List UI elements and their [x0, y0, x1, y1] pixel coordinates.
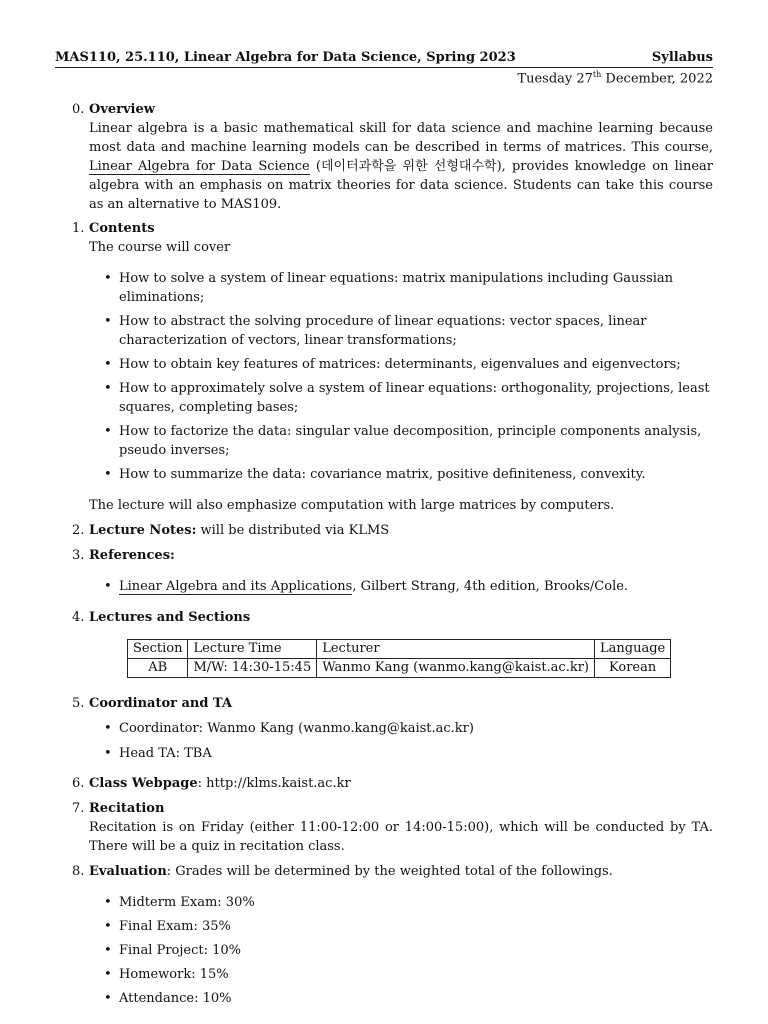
section-title: Lectures and Sections	[89, 610, 251, 625]
section-number: 1.	[72, 221, 85, 236]
list-item-text: Head TA: TBA	[119, 746, 212, 761]
bullet: •	[104, 467, 112, 482]
table-cell: AB	[128, 659, 188, 678]
table-header-row	[128, 640, 671, 659]
page-header	[55, 50, 713, 86]
date-prefix: Tuesday 27	[517, 71, 593, 87]
webpage-url: : http://klms.kaist.ac.kr	[197, 776, 351, 791]
bullet: •	[104, 381, 112, 396]
section-evaluation	[72, 862, 713, 1008]
section-number: 8.	[72, 864, 85, 879]
list-item-text: Attendance: 10%	[119, 991, 232, 1006]
document-date	[55, 70, 713, 86]
section-number: 3.	[72, 548, 85, 563]
bullet: •	[104, 967, 112, 982]
bullet: •	[104, 271, 112, 286]
section-lectures	[72, 608, 713, 678]
lecture-notes-line	[89, 521, 713, 540]
webpage-line	[89, 774, 713, 793]
course-link[interactable]: Linear Algebra for Data Science	[89, 159, 310, 174]
section-number: 0.	[72, 102, 85, 117]
section-lecture-notes	[72, 521, 713, 540]
section-title: Recitation	[89, 801, 165, 816]
section-references	[72, 546, 713, 596]
list-item	[89, 355, 713, 374]
header-row	[55, 50, 713, 68]
section-title: References:	[89, 548, 175, 563]
section-number: 4.	[72, 610, 85, 625]
section-number: 2.	[72, 523, 85, 538]
list-item-text: Final Exam: 35%	[119, 919, 231, 934]
reference-text: , Gilbert Strang, 4th edition, Brooks/Cole.	[352, 579, 629, 594]
table-row	[128, 659, 671, 678]
table-header-cell: Lecture Time	[188, 640, 317, 659]
list-item	[89, 379, 713, 417]
list-item	[89, 719, 713, 738]
list-item	[89, 577, 713, 596]
section-coordinator	[72, 694, 713, 763]
section-title: Evaluation	[89, 864, 167, 879]
bullet: •	[104, 357, 112, 372]
section-number: 7.	[72, 801, 85, 816]
list-item-text: How to abstract the solving procedure of linear equations: vector spaces, linear characterization of vectors, linear transformations;	[119, 314, 647, 348]
table-header-cell: Section	[128, 640, 188, 659]
bullet: •	[104, 424, 112, 439]
coordinator-list	[89, 719, 713, 763]
section-title: Coordinator and TA	[89, 696, 233, 711]
bullet: •	[104, 895, 112, 910]
list-item	[89, 965, 713, 984]
overview-text-a: Linear algebra is a basic mathematical skill for data science and machine learning because most data and machine learning models can be described in terms of matrices. This course,	[89, 121, 713, 155]
table-cell: Korean	[595, 659, 671, 678]
list-item	[89, 422, 713, 460]
bullet: •	[104, 919, 112, 934]
list-item-text: Midterm Exam: 30%	[119, 895, 255, 910]
list-item-text: How to obtain key features of matrices: determinants, eigenvalues and eigenvectors;	[119, 357, 681, 372]
doc-type: Syllabus	[651, 50, 713, 65]
section-title: Lecture Notes:	[89, 523, 197, 538]
list-item-text: Final Project: 10%	[119, 943, 242, 958]
date-suffix: December, 2022	[601, 71, 713, 87]
section-number: 6.	[72, 776, 85, 791]
bullet: •	[104, 943, 112, 958]
bullet: •	[104, 579, 112, 594]
list-item	[89, 917, 713, 936]
bullet: •	[104, 991, 112, 1006]
list-item	[89, 989, 713, 1008]
recitation-text: Recitation is on Friday (either 11:00-12:00 or 14:00-15:00), which will be conducted by TA. There will be a quiz in recitation class.	[89, 820, 713, 854]
list-item-text: How to approximately solve a system of linear equations: orthogonality, projections, least squares, completing bases;	[119, 381, 710, 415]
list-item-text: Coordinator: Wanmo Kang (wanmo.kang@kaist.ac.kr)	[119, 721, 474, 736]
reference-link[interactable]: Linear Algebra and its Applications	[119, 579, 353, 594]
list-item	[89, 465, 713, 484]
overview-text-b: (데이터과학을 위한 선형대수학), provides knowledge on linear algebra with an emphasis on matrix theories for data science. Students can take this course as an alternative to MAS109.	[89, 159, 713, 212]
section-contents	[72, 219, 713, 515]
list-item	[89, 893, 713, 912]
contents-intro: The course will cover	[89, 240, 231, 255]
list-item-text: Homework: 15%	[119, 967, 229, 982]
section-title: Contents	[89, 221, 155, 236]
references-list	[89, 577, 713, 596]
table-cell: M/W: 14:30-15:45	[188, 659, 317, 678]
section-webpage	[72, 774, 713, 793]
syllabus-content	[72, 100, 713, 1008]
section-number: 5.	[72, 696, 85, 711]
list-item-text: How to summarize the data: covariance matrix, positive definiteness, convexity.	[119, 467, 646, 482]
list-item-text: How to solve a system of linear equations: matrix manipulations including Gaussian eliminations;	[119, 271, 674, 305]
table-header-cell: Lecturer	[317, 640, 595, 659]
evaluation-text: : Grades will be determined by the weighted total of the followings.	[166, 864, 613, 879]
contents-outro: The lecture will also emphasize computation with large matrices by computers.	[89, 498, 615, 513]
list-item	[89, 941, 713, 960]
evaluation-list	[89, 893, 713, 1008]
date-ordinal: th	[592, 70, 602, 79]
section-title: Class Webpage	[89, 776, 198, 791]
list-item	[89, 744, 713, 763]
overview-text	[89, 119, 713, 214]
bullet: •	[104, 721, 112, 736]
table-cell: Wanmo Kang (wanmo.kang@kaist.ac.kr)	[317, 659, 595, 678]
table-header-cell: Language	[595, 640, 671, 659]
section-title: Overview	[89, 102, 155, 117]
contents-list	[89, 269, 713, 484]
section-recitation	[72, 799, 713, 856]
section-overview	[72, 100, 713, 214]
list-item	[89, 269, 713, 307]
bullet: •	[104, 746, 112, 761]
evaluation-line	[89, 862, 713, 881]
list-item-text: How to factorize the data: singular value decomposition, principle components analysis, pseudo inverses;	[119, 424, 702, 458]
lecture-notes-text: will be distributed via KLMS	[196, 523, 390, 538]
lectures-table	[127, 639, 671, 678]
bullet: •	[104, 314, 112, 329]
course-title: MAS110, 25.110, Linear Algebra for Data Science, Spring 2023	[55, 50, 516, 65]
list-item	[89, 312, 713, 350]
